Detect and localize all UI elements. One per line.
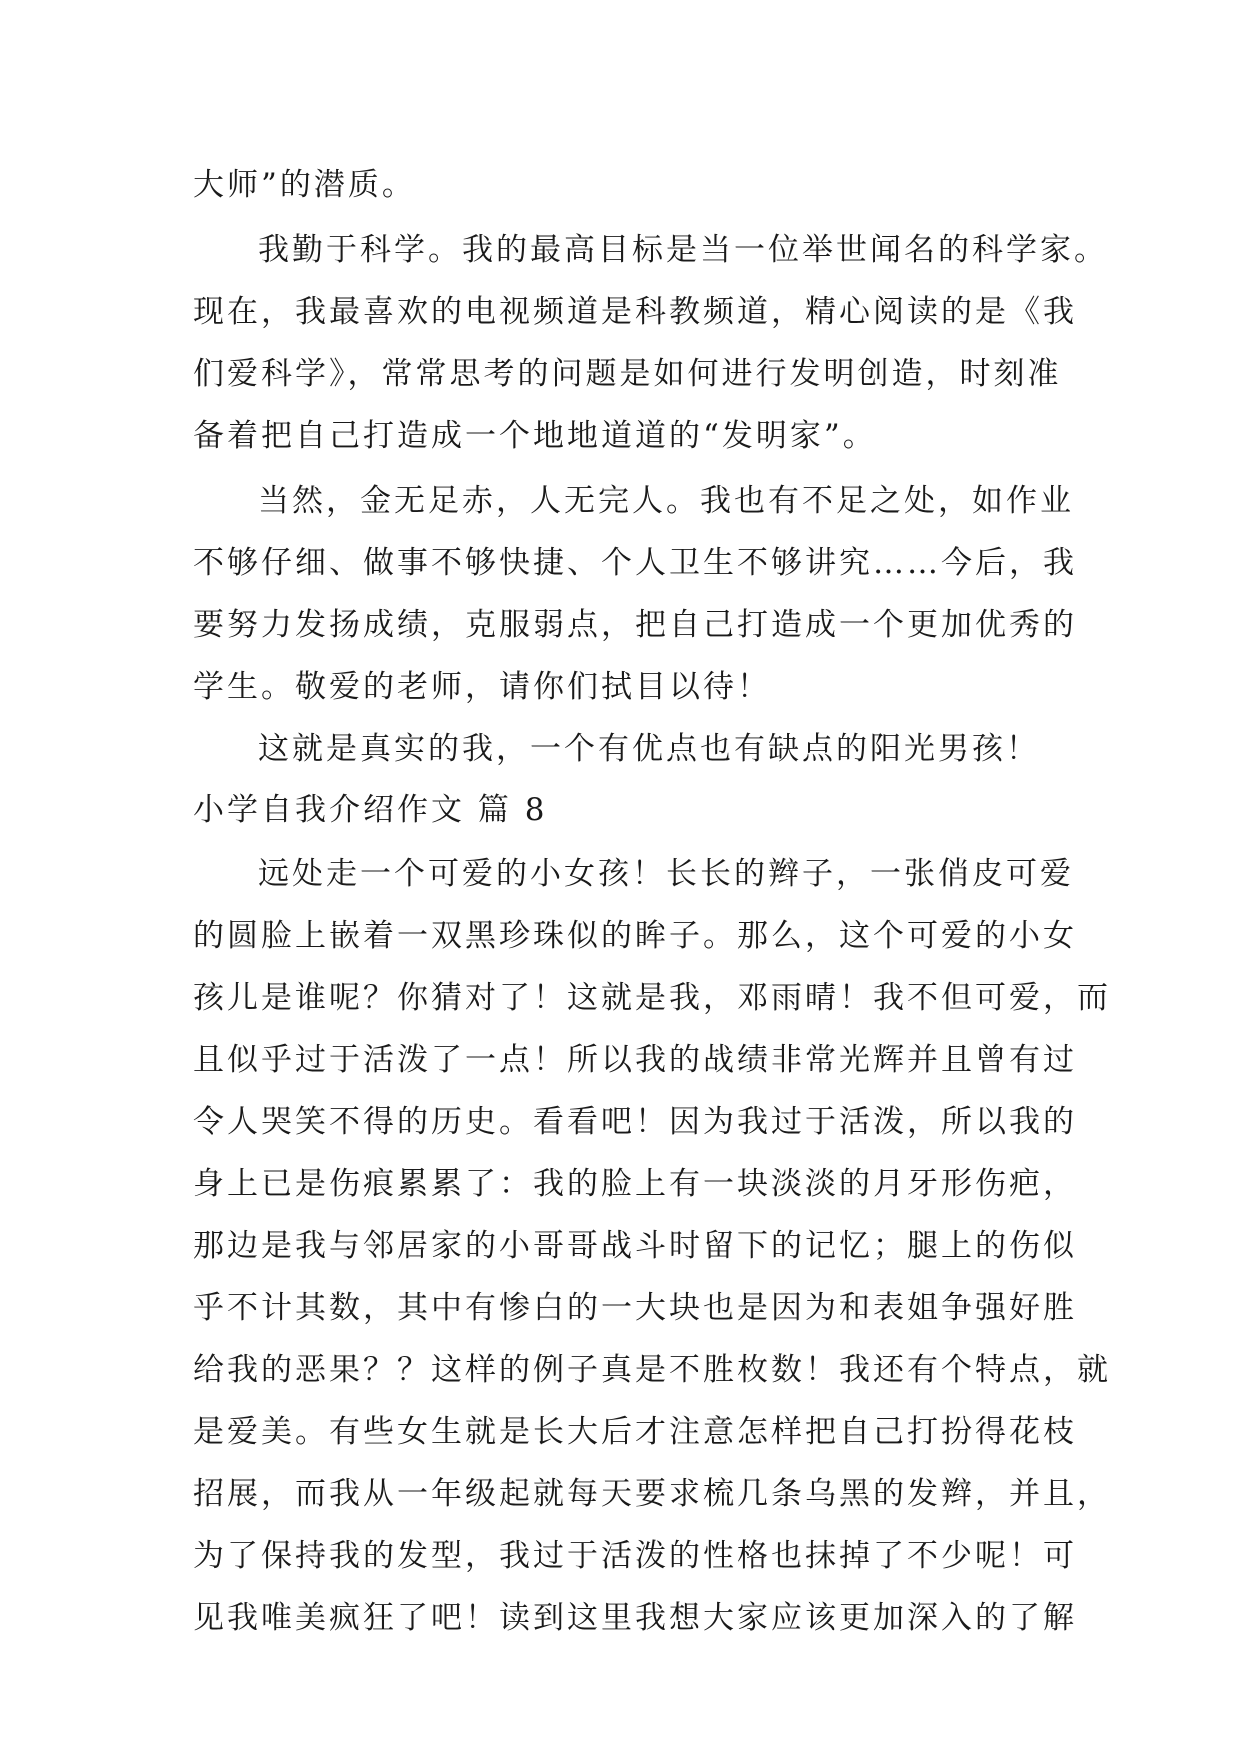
text-line: 乎不计其数，其中有惨白的一大块也是因为和表姐争强好胜	[193, 1290, 1077, 1326]
text-line: 现在，我最喜欢的电视频道是科教频道，精心阅读的是《我	[193, 294, 1077, 330]
text-line: 见我唯美疯狂了吧！读到这里我想大家应该更加深入的了解	[193, 1600, 1077, 1636]
text-line: 孩儿是谁呢？你猜对了！这就是我，邓雨晴！我不但可爱，而	[193, 980, 1111, 1016]
paragraph-first-line: 当然，金无足赤，人无完人。我也有不足之处，如作业	[258, 483, 1074, 519]
text-line: 要努力发扬成绩，克服弱点，把自己打造成一个更加优秀的	[193, 607, 1077, 643]
text-line: 是爱美。有些女生就是长大后才注意怎样把自己打扮得花枝	[193, 1414, 1077, 1450]
text-line: 大师”的潜质。	[193, 167, 416, 203]
paragraph-first-line: 远处走一个可爱的小女孩！长长的辫子，一张俏皮可爱	[258, 856, 1074, 892]
text-line: 身上已是伤痕累累了：我的脸上有一块淡淡的月牙形伤疤，	[193, 1166, 1077, 1202]
text-line: 备着把自己打造成一个地地道道的“发明家”。	[193, 418, 877, 454]
paragraph-first-line: 我勤于科学。我的最高目标是当一位举世闻名的科学家。	[258, 232, 1108, 268]
text-line: 且似乎过于活泼了一点！所以我的战绩非常光辉并且曾有过	[193, 1042, 1077, 1078]
text-line: 不够仔细、做事不够快捷、个人卫生不够讲究……今后，我	[193, 545, 1077, 581]
text-line: 学生。敬爱的老师，请你们拭目以待！	[193, 669, 771, 705]
text-line: 为了保持我的发型，我过于活泼的性格也抹掉了不少呢！可	[193, 1538, 1077, 1574]
text-line: 招展，而我从一年级起就每天要求梳几条乌黑的发辫，并且，	[193, 1476, 1111, 1512]
text-line: 令人哭笑不得的历史。看看吧！因为我过于活泼，所以我的	[193, 1104, 1077, 1140]
text-line: 的圆脸上嵌着一双黑珍珠似的眸子。那么，这个可爱的小女	[193, 918, 1077, 954]
text-line: 那边是我与邻居家的小哥哥战斗时留下的记忆；腿上的伤似	[193, 1228, 1077, 1264]
text-line: 们爱科学》，常常思考的问题是如何进行发明创造，时刻准	[193, 356, 1062, 392]
text-line: 给我的恶果？？这样的例子真是不胜枚数！我还有个特点，就	[193, 1352, 1111, 1388]
paragraph-first-line: 这就是真实的我，一个有优点也有缺点的阳光男孩！	[258, 731, 1040, 767]
section-heading: 小学自我介绍作文 篇 8	[193, 792, 548, 828]
